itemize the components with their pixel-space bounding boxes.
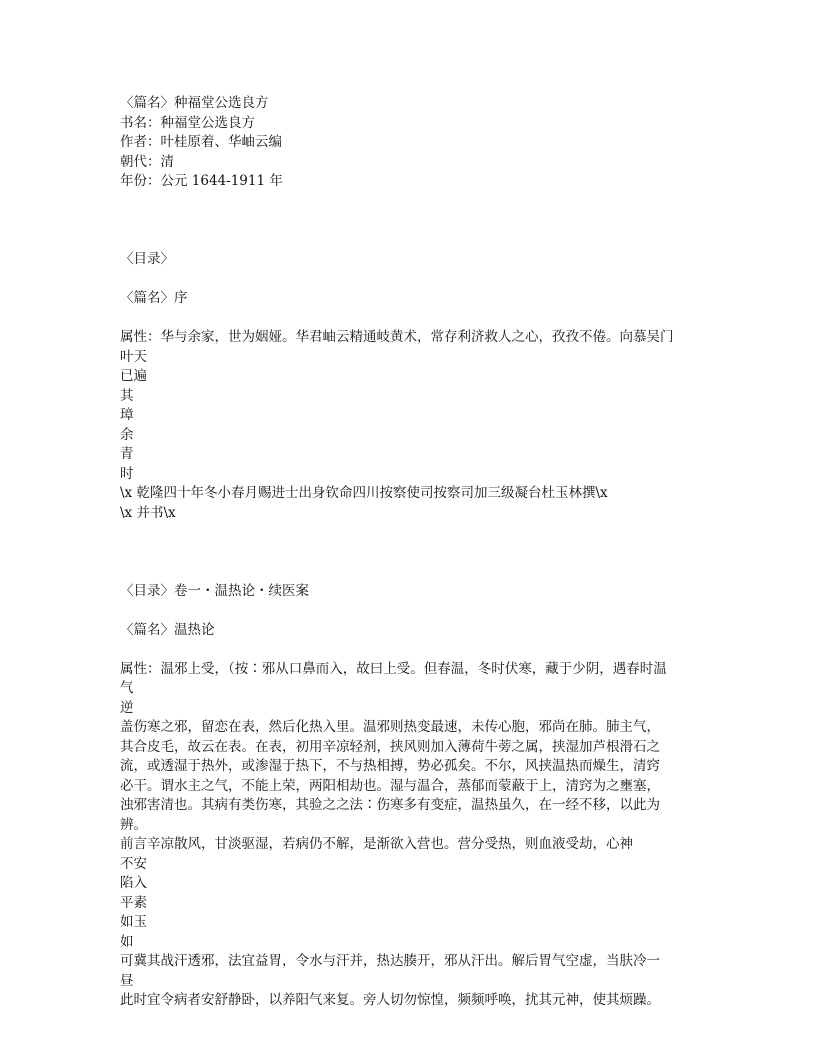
book-title-tag: 〈篇名〉种福堂公选良方 xyxy=(120,95,269,111)
preface-line: 时 xyxy=(120,465,134,482)
book-year: 年份：公元 1644-1911 年 xyxy=(120,173,283,189)
spacer xyxy=(120,601,700,621)
spacer xyxy=(120,270,700,290)
book-header xyxy=(120,94,700,192)
book-name: 书名：种福堂公选良方 xyxy=(120,114,255,131)
document-page xyxy=(120,94,700,1011)
toc-label: 〈目录〉 xyxy=(120,251,174,267)
body-line: 属性：温邪上受，（按∶邪从口鼻而入，故曰上受。但春温，冬时伏寒，藏于少阴，遇春时温 xyxy=(120,660,667,677)
body-line: 辨。 xyxy=(120,816,147,833)
body-line: 可冀其战汗透邪，法宜益胃，令水与汗并，热达腠开，邪从汗出。解后胃气空虚，当肤冷一 xyxy=(120,953,660,969)
body-line: 气 xyxy=(120,680,134,696)
preface-body xyxy=(120,328,700,523)
spacer xyxy=(120,640,700,660)
body-line: 平素 xyxy=(120,894,147,911)
spacer xyxy=(120,309,700,329)
preface-line: 青 xyxy=(120,446,134,462)
body-line: 浊邪害清也。其病有类伤寒，其验之之法∶伤寒多有变症，温热虽久，在一经不移，以此为 xyxy=(120,797,660,813)
preface-line: 已遍 xyxy=(120,368,147,384)
preface-line: 叶天 xyxy=(120,348,147,365)
body-line: 不安 xyxy=(120,855,147,872)
preface-line: \x 乾隆四十年冬小春月赐进士出身钦命四川按察使司按察司加三级凝台杜玉林撰\x xyxy=(120,485,608,501)
body-line: 如 xyxy=(120,933,134,950)
book-authors: 作者：叶桂原着、华岫云编 xyxy=(120,134,282,150)
preface-section-title: 〈篇名〉序 xyxy=(120,290,188,306)
preface-line: 余 xyxy=(120,426,134,443)
spacer xyxy=(120,523,700,582)
book-dynasty: 朝代：清 xyxy=(120,153,174,170)
preface-line: 属性：华与余家，世为姻娅。华君岫云精通岐黄术，常存利济救人之心，孜孜不倦。向慕吴门 xyxy=(120,329,674,345)
volume-section-title: 〈篇名〉温热论 xyxy=(120,621,215,638)
preface-line: 其 xyxy=(120,387,134,404)
body-line: 其合皮毛，故云在表。在表，初用辛凉轻剂，挟风则加入薄荷牛蒡之属，挟湿加芦根滑石之 xyxy=(120,738,660,755)
body-line: 昼 xyxy=(120,972,134,989)
volume-toc-title: 〈目录〉卷一・温热论・续医案 xyxy=(120,582,309,599)
body-line: 如玉 xyxy=(120,914,147,930)
preface-line: \x 并书\x xyxy=(120,504,176,521)
body-line: 逆 xyxy=(120,699,134,716)
body-line: 必干。谓水主之气，不能上荣，两阳相劫也。湿与温合，蒸郁而蒙蔽于上，清窍为之壅塞， xyxy=(120,777,660,794)
spacer xyxy=(120,192,700,251)
body-line: 此时宜令病者安舒静卧，以养阳气来复。旁人切勿惊惶，频频呼唤，扰其元神，使其烦躁。 xyxy=(120,992,660,1008)
body-line: 前言辛凉散风，甘淡驱湿，若病仍不解，是渐欲入营也。营分受热，则血液受劫，心神 xyxy=(120,836,633,852)
body-line: 盖伤寒之邪，留恋在表，然后化热入里。温邪则热变最速，未传心胞，邪尚在肺。肺主气， xyxy=(120,719,660,735)
body-line: 陷入 xyxy=(120,875,147,891)
body-line: 流，或透湿于热外，或渗湿于热下，不与热相搏，势必孤矣。不尔，风挟温热而燥生，清窍 xyxy=(120,758,660,774)
volume-body xyxy=(120,660,700,1011)
preface-line: 璋 xyxy=(120,407,134,423)
